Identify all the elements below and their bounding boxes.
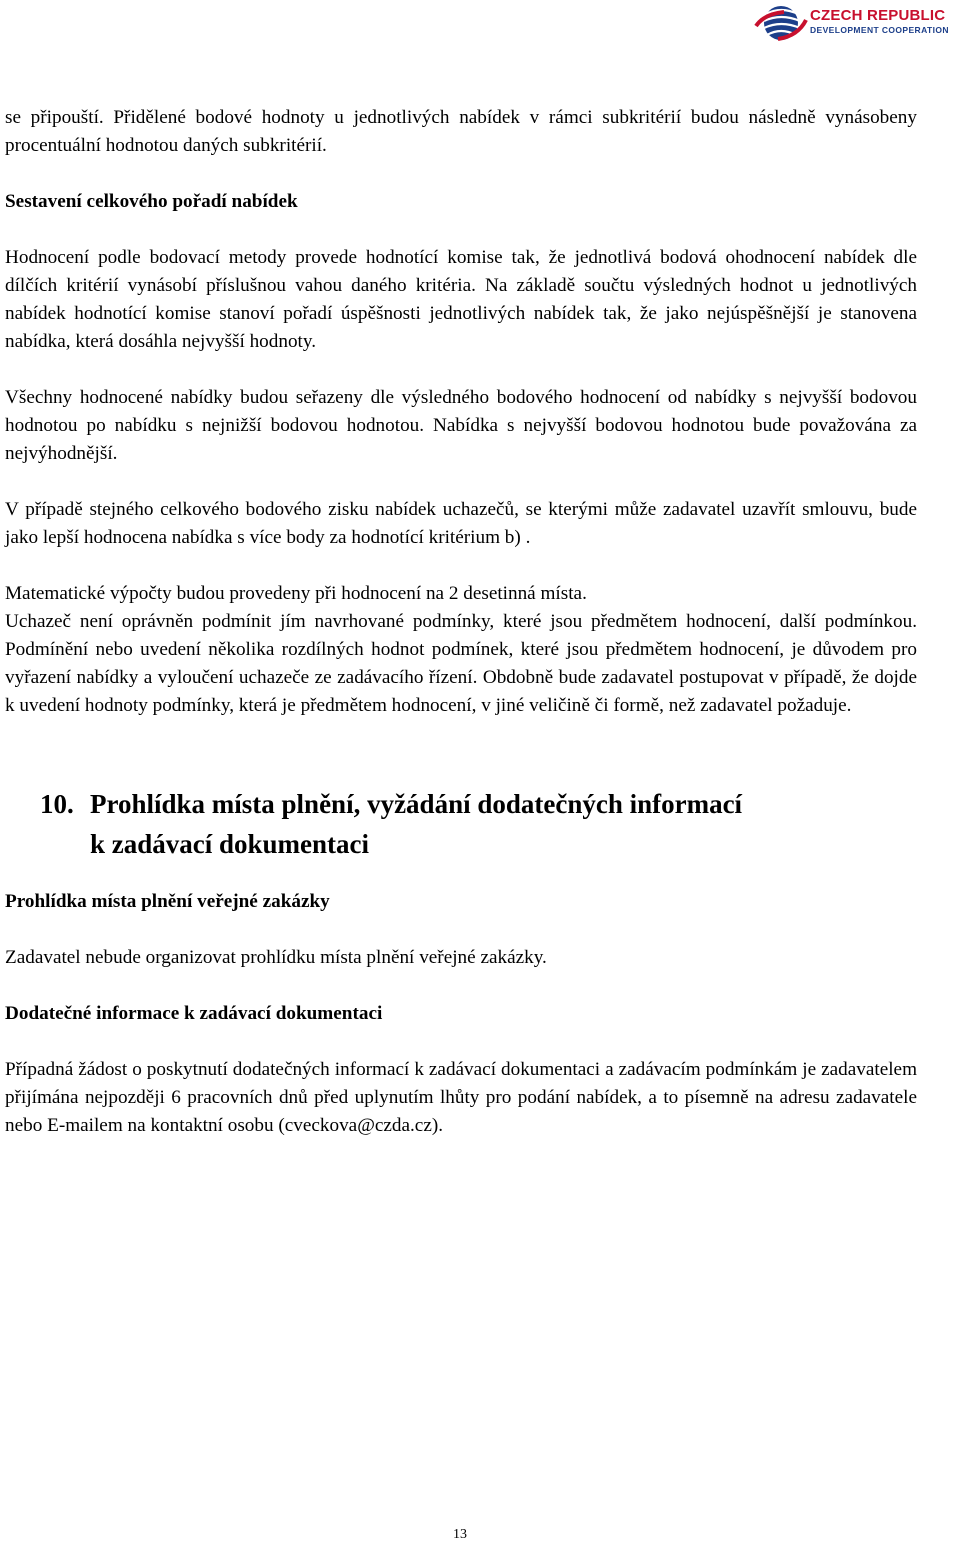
paragraph-decimal-places: Matematické výpočty budou provedeny při hodnocení na 2 desetinná místa. bbox=[5, 583, 587, 604]
globe-logo-icon bbox=[754, 4, 808, 42]
paragraph-conditions: Uchazeč není oprávněn podmínit jím navrhované podmínky, které jsou předmětem hodnocení, další podmínkou. Podmínění nebo uvedení několika rozdílných hodnot podmínek, které jsou předmětem hodnocení, je důvodem pro vyřazení nabídky a vyloučení uchazeče ze zadávacího řízení. Obdobně bude zadavatel postupovat v případě, že dojde k uvedení hodnoty podmínky, která je předmětem hodnocení, v jiné veličině či formě, než zadavatel požaduje. bbox=[5, 611, 917, 716]
section-title-line2: k zadávací dokumentaci bbox=[90, 829, 370, 859]
paragraph-site-visit: Zadavatel nebude organizovat prohlídku místa plnění veřejné zakázky. bbox=[5, 947, 547, 968]
section-number: 10. bbox=[40, 789, 74, 819]
document-body bbox=[5, 104, 917, 1140]
logo-title: CZECH REPUBLIC bbox=[810, 7, 946, 24]
page-number: 13 bbox=[453, 1527, 467, 1542]
logo-text bbox=[810, 7, 949, 36]
heading-overall-ranking: Sestavení celkového pořadí nabídek bbox=[5, 191, 298, 212]
section-title-line1: Prohlídka místa plnění, vyžádání dodatečných informací bbox=[90, 789, 743, 819]
section-heading bbox=[5, 784, 917, 864]
paragraph-subcriteria: se připouští. Přidělené bodové hodnoty u jednotlivých nabídek v rámci subkritérií budou následně vynásobeny procentuální hodnotou daných subkritérií. bbox=[5, 107, 917, 156]
czech-development-cooperation-logo bbox=[754, 4, 954, 42]
paragraph-scoring-method: Hodnocení podle bodovací metody provede hodnotící komise tak, že jednotlivá bodová ohodnocení nabídek dle dílčích kritérií vynásobí příslušnou vahou daného kritéria. Na základě součtu výsledných hodnot u jednotlivých nabídek hodnotící komise stanoví pořadí úspěšnosti jednotlivých nabídek tak, že jako nejúspěšnější je stanovena nabídka, která dosáhla nejvyšší hodnoty. bbox=[5, 247, 917, 352]
paragraph-additional-info: Případná žádost o poskytnutí dodatečných informací k zadávací dokumentaci a zadávacím podmínkám je zadavatelem přijímána nejpozději 6 pracovních dnů před uplynutím lhůty pro podání nabídek, a to písemně na adresu zadavatele nebo E-mailem na kontaktní osobu (cveckova@czda.cz). bbox=[5, 1059, 917, 1136]
heading-site-visit: Prohlídka místa plnění veřejné zakázky bbox=[5, 891, 330, 912]
paragraph-tie-break: V případě stejného celkového bodového zisku nabídek uchazečů, se kterými může zadavatel uzavřít smlouvu, bude jako lepší hodnocena nabídka s více body za hodnotící kritérium b) . bbox=[5, 499, 917, 548]
logo-subtitle: DEVELOPMENT COOPERATION bbox=[810, 25, 949, 35]
heading-additional-info: Dodatečné informace k zadávací dokumentaci bbox=[5, 1003, 383, 1024]
paragraph-sorting: Všechny hodnocené nabídky budou seřazeny dle výsledného bodového hodnocení od nabídky s nejvyšší bodovou hodnotou po nabídku s nejnižší bodovou hodnotou. Nabídka s nejvyšší bodovou hodnotou bude považována za nejvýhodnější. bbox=[5, 387, 917, 464]
